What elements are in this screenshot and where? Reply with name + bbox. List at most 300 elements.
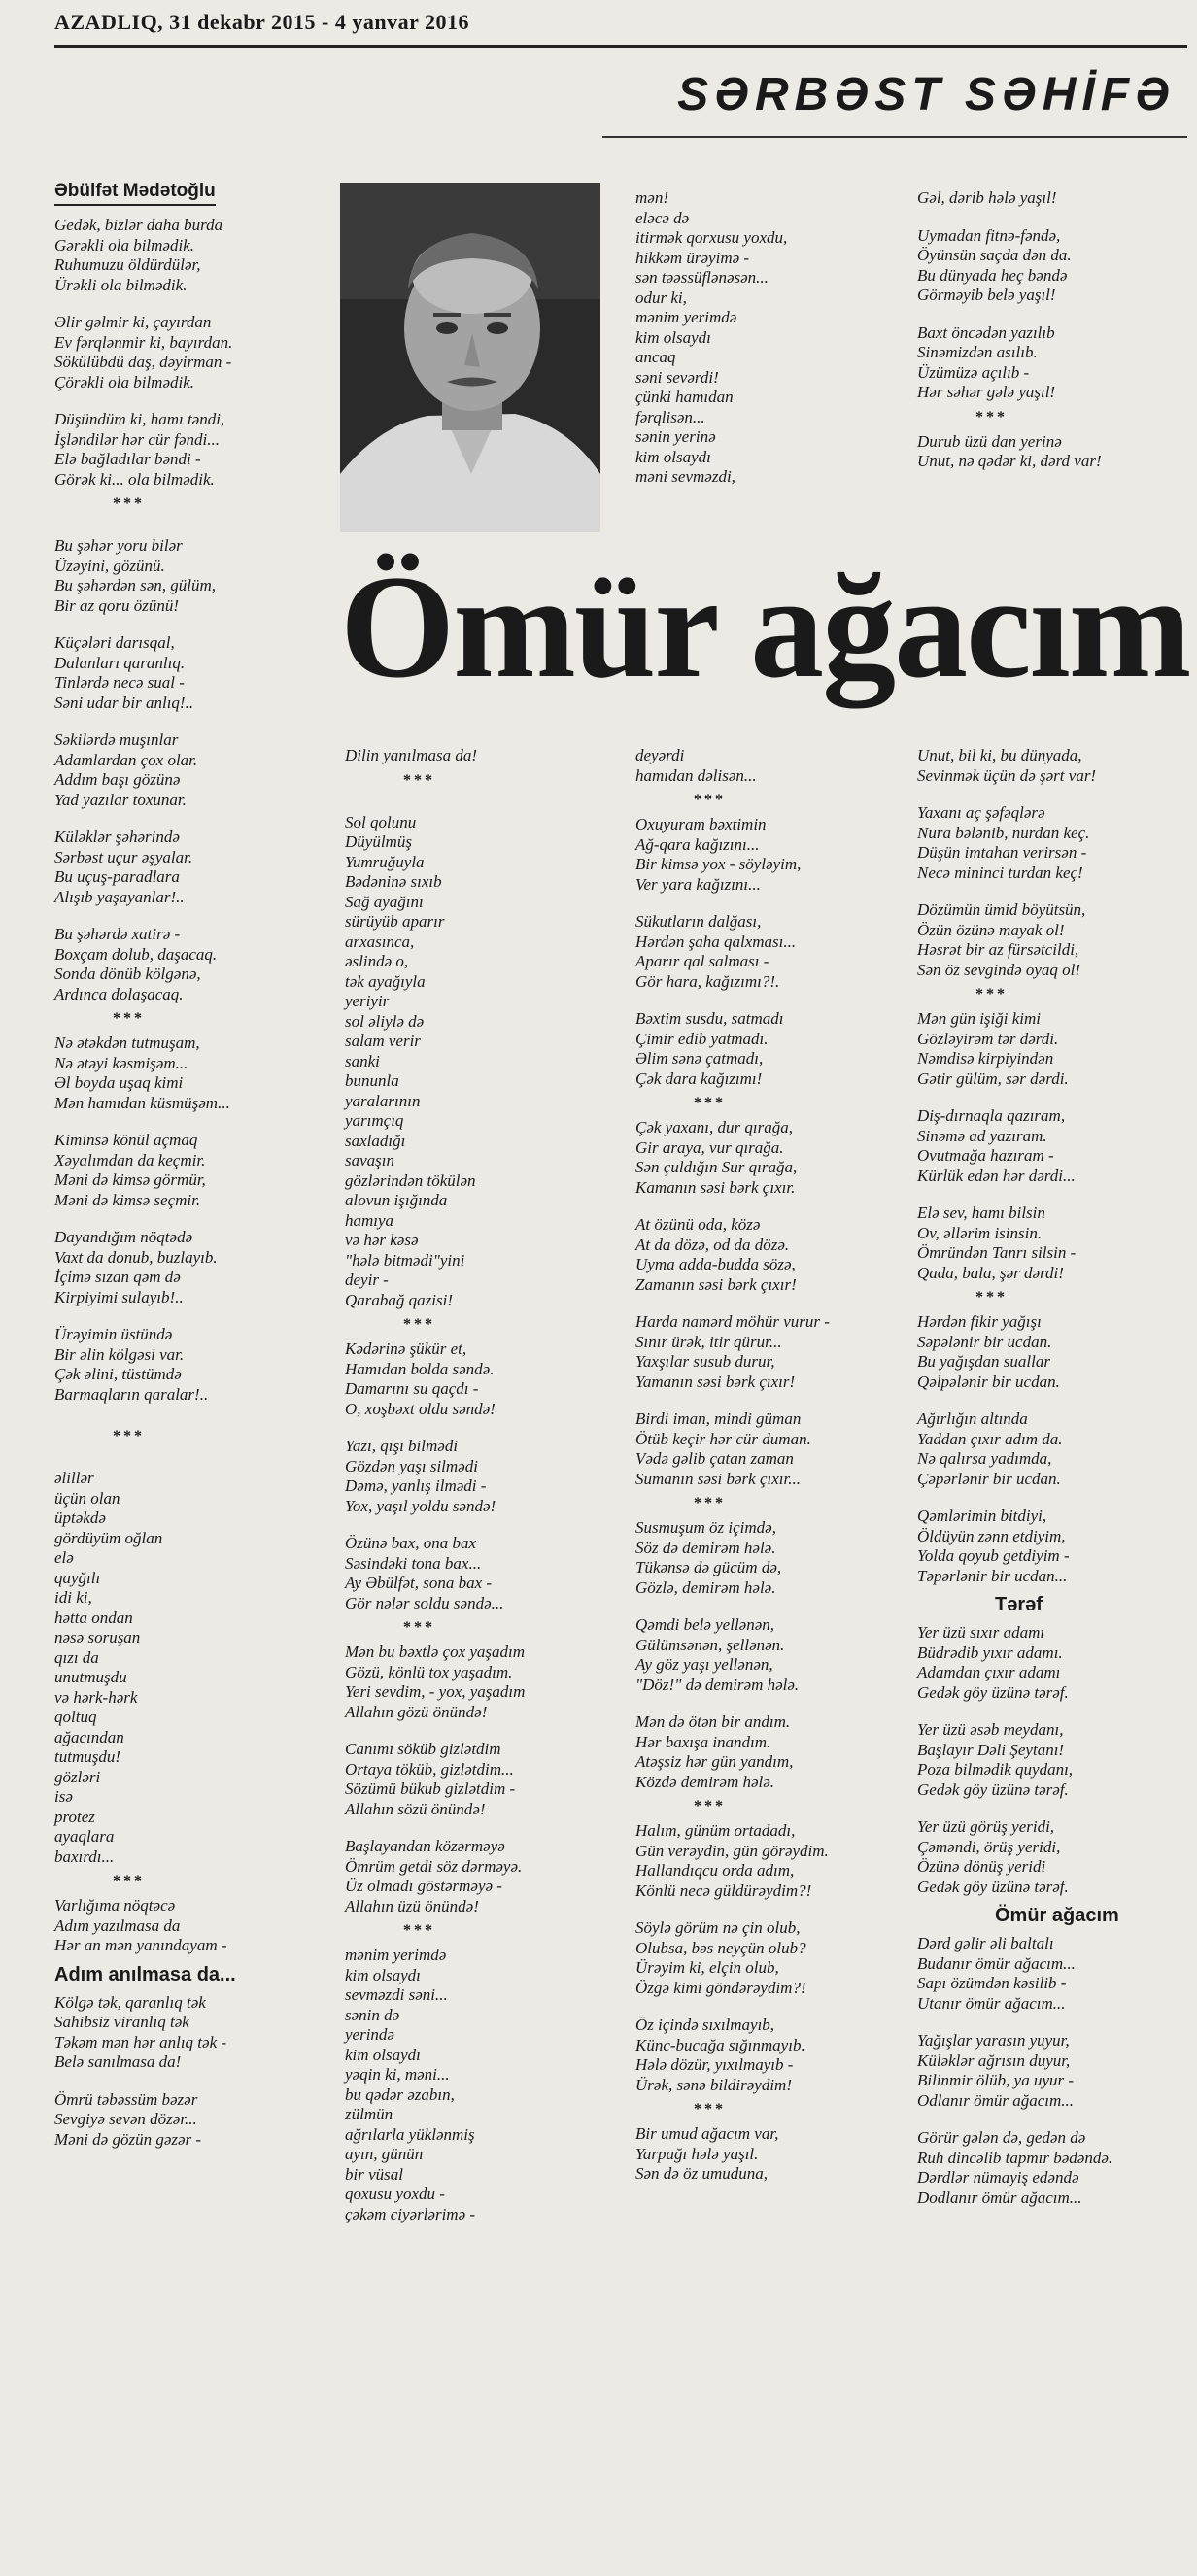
poem-line: baxırdı... [54, 1847, 115, 1866]
poem-line: Odlanır ömür ağacım... [917, 2090, 1075, 2110]
poem-line: Bu yağışdan suallar [917, 1352, 1050, 1371]
stanza-separator: *** [694, 1095, 726, 1111]
poem-line: Ov, əllərim isinsin. [917, 1223, 1043, 1242]
poem-line: Oxuyuram bəxtimin [635, 815, 767, 833]
stanza-separator: *** [694, 1495, 726, 1511]
poem-line: Sumanın səsi bərk çıxır... [635, 1469, 801, 1488]
poem-line: Atəşsiz hər gün yandım, [635, 1752, 794, 1771]
poem-line: Ruh dincəlib tapmır bədəndə. [917, 2148, 1113, 2167]
stanza-gap [635, 895, 898, 912]
poem-heading: Tərəf [995, 1594, 1043, 1615]
poem-line: O, xoşbəxt oldu səndə! [345, 1399, 496, 1418]
poem-line: Gözdən yaşı silmədi [345, 1456, 478, 1475]
stanza-gap [635, 1695, 898, 1712]
poem-line: Gedək göy üzünə tərəf. [917, 1877, 1069, 1896]
poem-line: Budanır ömür ağacım... [917, 1953, 1076, 1973]
poem-line: Yolda qoyub getdiyim - [917, 1546, 1070, 1565]
poem-line: Durub üzü dan yerinə [917, 431, 1062, 451]
poem-line: Gərəkli ola bilmədik. [54, 235, 194, 254]
stanza-gap [54, 392, 317, 410]
poem-line: mənim yerimdə [345, 1946, 447, 1964]
poem-line: Alışıb yaşayanlar!.. [54, 887, 185, 906]
poem-line: Ömründən Tanrı silsin - [917, 1243, 1077, 1262]
poem-line: Nə ətəyi kəsmişəm... [54, 1053, 188, 1072]
poem-line: Dözümün ümid böyütsün, [917, 900, 1086, 919]
poem-line: Nəmdisə kirpiyindən [917, 1049, 1054, 1068]
poem-line: Ortaya töküb, gizlətdim... [345, 1759, 514, 1779]
poem-line: Ev fərqlənmir ki, bayırdan. [54, 332, 233, 352]
poem-line: odur ki, [635, 288, 687, 307]
poem-line: Allahın gözü önündə! [345, 1702, 488, 1721]
stanza-gap [54, 810, 317, 828]
poem-line: Çimir edib yatmadı. [635, 1029, 769, 1048]
poem-line: Səpələnir bir ucdan. [917, 1332, 1052, 1351]
poem-line: Söz də demirəm hələ. [635, 1538, 776, 1557]
poem-line: qızı da [54, 1647, 99, 1667]
poem-line: ayaqlara [54, 1827, 115, 1846]
stanza-gap [917, 1800, 1189, 1817]
poem-line: Çəpərlənir bir ucdan. [917, 1469, 1061, 1488]
poem-line: Söylə görüm nə çin olub, [635, 1918, 801, 1937]
stanza-separator: *** [113, 1428, 145, 1444]
poem-line: Dalanları qaranlıq. [54, 653, 186, 672]
poem-line: yəqin ki, məni... [345, 2065, 450, 2084]
poem-line: Yamanın səsi bərk çıxır! [635, 1372, 796, 1391]
poem-line: Mən gün işiği kimi [917, 1009, 1042, 1028]
poem-line: Öldüyün zənn etdiyim, [917, 1526, 1066, 1545]
poem-line: yerində [345, 2025, 394, 2044]
poem-line: Dərd gəlir əli baltalı [917, 1934, 1054, 1952]
poem-line: Mən də ötən bir andım. [635, 1712, 791, 1731]
poem-line: Gir araya, vur qırağa. [635, 1137, 784, 1157]
poem-line: Öyünsün saçda dən da. [917, 246, 1072, 264]
poem-line: protez [54, 1807, 95, 1826]
poem-line: Ürək, sənə bildirəydim! [635, 2075, 792, 2094]
stanza-gap [635, 1901, 898, 1918]
poem-line: Sərbəst uçur əşyalar. [54, 847, 193, 866]
poem-line: itirmək qorxusu yoxdu, [635, 228, 788, 247]
poem-line: Yad yazılar toxunar. [54, 790, 187, 809]
poem-line: çəkəm ciyərlərimə - [345, 2204, 476, 2223]
poem-line: bir vüsal [345, 2164, 403, 2184]
poem-line: Üz olmadı göstərməyə - [345, 1877, 502, 1895]
poem-line: sol əliylə də [345, 1011, 425, 1031]
poem-line: Gəl, dərib hələ yaşıl! [917, 188, 1057, 207]
poem-line: deyərdi [635, 746, 685, 764]
poem-line: eləcə də [635, 208, 690, 227]
poem-line: Yumruğuyla [345, 852, 425, 871]
poem-line: Hələ dözür, yıxılmayıb - [635, 2055, 794, 2074]
poem-line: sanki [345, 1051, 380, 1070]
poem-line: Birdi iman, mindi güman [635, 1409, 802, 1428]
poem-line: Belə sanılmasa da! [54, 2052, 182, 2071]
poem-line: Ürəyimin üstündə [54, 1325, 173, 1343]
poem-line: Ay göz yaşı yellənən, [635, 1655, 773, 1674]
poem-line: Öz içində sıxılmayıb, [635, 2016, 775, 2034]
stanza-gap [917, 786, 1189, 803]
poem-line: Üzəyini, gözünü. [54, 556, 165, 575]
poem-line: Ömrüm getdi söz dərməyə. [345, 1856, 523, 1876]
poem-line: Əlim sənə çatmadı, [635, 1049, 764, 1068]
poem-line: Ruhumuzu öldürdülər, [54, 255, 201, 274]
poem-line: sən təəssüflənəsən... [635, 268, 769, 287]
stanza-gap [635, 1998, 898, 2016]
stanza-separator: *** [113, 1010, 145, 1027]
poem-line: Sinəmizdən asılıb. [917, 343, 1038, 361]
poem-line: Bilinmir ölüb, ya uyur - [917, 2071, 1075, 2089]
poem-line: hətta ondan [54, 1608, 133, 1627]
stanza-gap [635, 1392, 898, 1409]
poem-line: fərqlisən... [635, 407, 705, 426]
poem-line: Kirpiyimi sulayıb!.. [54, 1287, 184, 1306]
poem-line: Yağışlar yarasın yuyur, [917, 2031, 1070, 2050]
poem-line: Adım yazılmasa da [54, 1915, 181, 1935]
poem-line: qoltuq [54, 1708, 97, 1726]
poem-line: alovun işığında [345, 1191, 448, 1209]
author-name: Əbülfət Mədətoğlu [54, 181, 216, 206]
poem-line: Bu uçuş-paradlara [54, 867, 180, 886]
poem-line: Kiminsə könül açmaq [54, 1131, 198, 1149]
poem-line: sənin yerinə [635, 427, 716, 446]
poem-line: Unut, bil ki, bu dünyada, [917, 746, 1082, 764]
poem-line: Baxt öncədən yazılıb [917, 322, 1055, 342]
poem-line: Hamıdan bolda səndə. [345, 1359, 495, 1378]
poem-line: üçün olan [54, 1488, 120, 1508]
stanza-separator: *** [113, 1873, 145, 1889]
poem-line: Məni də kimsə görmür, [54, 1170, 206, 1189]
poem-line: məni sevməzdi, [635, 467, 735, 486]
poem-line: Bu şəhər yoru bilər [54, 536, 183, 555]
stanza-gap [54, 295, 317, 313]
stanza-gap [54, 1451, 317, 1469]
poem-line: sürüyüb aparır [345, 912, 445, 931]
poem-line: Hər baxışa inandım. [635, 1732, 771, 1751]
stanza-gap [345, 1419, 607, 1437]
poem-line: Başlayır Dəli Şeytanı! [917, 1740, 1065, 1759]
poem-line: Xəyalımdan da keçmir. [54, 1150, 206, 1169]
poem-line: Çörəkli ola bilmədik. [54, 372, 195, 391]
poem-line: Gedək göy üzünə tərəf. [917, 1779, 1069, 1799]
poem-line: Əlir gəlmir ki, çayırdan [54, 313, 212, 331]
poem-line: salam verir [345, 1032, 421, 1050]
poem-line: Qada, bala, şər dərdi! [917, 1263, 1064, 1282]
poem-line: Harda namərd möhür vurur - [635, 1312, 830, 1331]
poem-line: Yaxanı aç şəfəqlərə [917, 803, 1045, 822]
stanza-separator: *** [694, 792, 726, 808]
poem-line: Nura bələnib, nurdan keç. [917, 823, 1090, 842]
poem-line: Könlü necə güldürəydim?! [635, 1881, 812, 1900]
stanza-gap [917, 2111, 1189, 2128]
poem-line: gözlərindən tökülən [345, 1170, 476, 1190]
poem-line: Allahın üzü önündə! [345, 1896, 479, 1915]
poem-line: Tinlərdə necə sual - [54, 673, 185, 692]
poem-line: Ötüb keçir hər cür duman. [635, 1429, 811, 1448]
poem-line: Görməyib belə yaşıl! [917, 286, 1056, 304]
poem-line: Yaxşılar susub durur, [635, 1352, 775, 1371]
poem-line: deyir - [345, 1271, 389, 1289]
poem-line: Ay Əbülfət, sona bax - [345, 1574, 493, 1592]
poem-line: hamıya [345, 1210, 394, 1230]
poem-line: Qəlpələnir bir ucdan. [917, 1372, 1060, 1391]
poem-line: Gözləyirəm tər dərdi. [917, 1029, 1059, 1048]
poem-line: gördüyüm oğlan [54, 1528, 163, 1547]
stanza-separator: *** [975, 1289, 1008, 1305]
poem-line: sənin də [345, 2005, 400, 2024]
poem-line: Mən hamıdan küsmüşəm... [54, 1093, 230, 1112]
poem-line: Tükənsə də gücüm də, [635, 1558, 782, 1576]
stanza-separator: *** [403, 1922, 435, 1939]
poem-line: Gözü, könlü tox yaşadım. [345, 1662, 513, 1681]
poem-line: Özgə kimi göndərəydim?! [635, 1978, 806, 1997]
poem-line: Ovutmağa hazıram - [917, 1146, 1054, 1165]
poem-line: Bədəninə sıxıb [345, 872, 442, 891]
section-title: SƏRBƏST SƏHİFƏ [677, 69, 1176, 120]
poem-line: İşləndilər hər cür fəndi... [54, 429, 220, 449]
poem-line: tək ayağıyla [345, 971, 426, 991]
poem-line: yeriyir [345, 992, 390, 1010]
poem-line: Gülümsənən, şellənən. [635, 1635, 785, 1654]
poem-line: Addım başı gözünə [54, 770, 181, 789]
poem-line: Özünə dönüş yeridi [917, 1857, 1046, 1876]
stanza-gap [345, 1516, 607, 1534]
poem-line: Sən də öz umuduna, [635, 2164, 768, 2183]
poem-line: Halım, günüm ortadadı, [635, 1821, 796, 1840]
poem-line: Bu dünyada heç bəndə [917, 265, 1068, 285]
poem-line: ancaq [635, 348, 676, 366]
poem-line: Düşün imtahan verirsən - [917, 843, 1087, 862]
poem-line: Zamanın səsi bərk çıxır! [635, 1274, 797, 1294]
poem-line: Sən öz sevgində oyaq ol! [917, 960, 1081, 979]
poem-line: Künc-bucağa sığınmayıb. [635, 2035, 805, 2054]
poem-line: Ver yara kağızını... [635, 874, 761, 894]
poem-line: Dilin yanılmasa da! [345, 746, 477, 764]
poem-line: Çək yaxanı, dur qırağa, [635, 1118, 793, 1136]
stanza-separator: *** [694, 2101, 726, 2118]
stanza-gap [917, 2014, 1189, 2031]
stanza-gap [54, 1210, 317, 1228]
stanza-gap [54, 1113, 317, 1131]
poem-line: Kədərinə şükür et, [345, 1339, 467, 1358]
poem-line: ayın, günün [345, 2145, 424, 2163]
poem-line: Unut, nə qədər ki, dərd var! [917, 452, 1102, 470]
poem-line: Vədə gəlib çatan zaman [635, 1449, 794, 1468]
poem-line: Ağ-qara kağızını... [635, 834, 760, 854]
poem-line: Bir kimsə yox - söyləyim, [635, 855, 802, 873]
stanza-gap [635, 1295, 898, 1312]
poem-line: kim olsaydı [635, 447, 711, 466]
poem-line: və hər kəsə [345, 1231, 419, 1249]
poem-line: hikkəm ürəyimə - [635, 248, 750, 267]
poem-line: idi ki, [54, 1588, 92, 1607]
poem-line: Ürəyim ki, elçin olub, [635, 1958, 779, 1977]
poem-line: Sağ ayağını [345, 892, 424, 911]
poem-line: Ürəkli ola bilmədik. [54, 275, 188, 294]
poem-line: Çəməndi, örüş yeridi, [917, 1837, 1061, 1856]
poem-line: Yarpağı hələ yaşıl. [635, 2144, 759, 2163]
poem-column-3-top [635, 188, 898, 488]
poem-line: Damarını su qaçdı - [345, 1379, 479, 1398]
poem-line: Diş-dırnaqla qazıram, [917, 1106, 1066, 1125]
poem-line: Görək ki... ola bilmədik. [54, 469, 215, 489]
poem-line: Sonda dönüb kölgənə, [54, 965, 201, 983]
poem-line: Nə ətəkdən tutmuşam, [54, 1034, 200, 1052]
poem-line: əlillər [54, 1469, 94, 1487]
poem-line: Dərdlər nümayiş edəndə [917, 2168, 1079, 2186]
poem-line: bununla [345, 1071, 399, 1090]
poem-line: Sapı özümdən kəsilib - [917, 1974, 1067, 1992]
poem-line: Utanır ömür ağacım... [917, 1993, 1066, 2013]
poem-line: Gedək, bizlər daha burda [54, 216, 223, 234]
poem-line: Əl boyda uşaq kimi [54, 1073, 184, 1092]
poem-line: Həsrət bir az fürsətcildi, [917, 940, 1079, 959]
poem-line: Sevgiyə sevən dözər... [54, 2110, 197, 2128]
poem-line: gözləri [54, 1767, 101, 1786]
poem-line: Məni də kimsə seçmir. [54, 1190, 201, 1209]
article-title: Ömür ağacım [340, 545, 1190, 708]
poem-line: Küçələri darısqal, [54, 633, 175, 652]
poem-line: Gün verəydin, gün görəydim. [635, 1841, 829, 1860]
poem-line: mən! [635, 188, 668, 207]
poem-column-4 [917, 746, 1189, 2208]
poem-line: Bu şəhərdən sən, gülüm, [54, 576, 217, 594]
poem-line: Dəmə, yanlış ilmədi - [345, 1476, 487, 1495]
stanza-gap [917, 306, 1189, 323]
stanza-gap [917, 1489, 1189, 1507]
poem-line: Poza bilmədik quydanı, [917, 1760, 1074, 1779]
poem-line: Dodlanır ömür ağacım... [917, 2187, 1082, 2207]
poem-line: Sinəmə ad yazıram. [917, 1126, 1047, 1145]
stanza-gap [917, 209, 1189, 226]
poem-line: Bir az qoru özünü! [54, 595, 179, 615]
poem-line: kim olsaydı [635, 327, 711, 347]
stanza-gap [54, 519, 317, 536]
poem-line: Üzümüzə açılıb - [917, 362, 1030, 382]
poem-line: Sökülübdü daş, dəyirman - [54, 353, 232, 371]
poem-line: qoxusu yoxdu - [345, 2185, 445, 2203]
masthead-date: AZADLIQ, 31 dekabr 2015 - 4 yanvar 2016 [54, 10, 469, 34]
poem-line: Bu şəhərdə xatirə - [54, 925, 181, 943]
poem-line: Bir əlin kölgəsi var. [54, 1344, 185, 1364]
poem-line: elə [54, 1548, 74, 1567]
poem-heading: Ömür ağacım [995, 1905, 1119, 1926]
poem-line: Səkilərdə muşınlar [54, 730, 179, 749]
poem-line: Adamlardan çox olar. [54, 750, 198, 769]
poem-line: Yaddan çıxır adım da. [917, 1429, 1063, 1448]
poem-line: Susmuşum öz içimdə, [635, 1518, 776, 1537]
poem-line: kim olsaydı [345, 2045, 421, 2064]
poem-line: Canımı söküb gizlətdim [345, 1740, 501, 1758]
stanza-gap [917, 1089, 1189, 1106]
stanza-gap [917, 1703, 1189, 1720]
poem-line: Sözümü bükub gizlətdim - [345, 1779, 516, 1798]
poem-line: Boxçam dolub, daşacaq. [54, 944, 218, 964]
poem-line: Ağırlığın altında [917, 1409, 1028, 1428]
poem-line: üptəkdə [54, 1508, 106, 1527]
stanza-separator: *** [694, 1798, 726, 1814]
poem-line: Yer üzü sıxır adamı [917, 1623, 1045, 1642]
poem-line: Məni də gözün gəzər - [54, 2129, 202, 2149]
poem-line: mənim yerimdə [635, 308, 737, 326]
poem-line: Allahın sözü önündə! [345, 1799, 486, 1818]
poem-line: Qəmdi belə yellənən, [635, 1615, 775, 1634]
poem-line: Yer üzü görüş yeridi, [917, 1817, 1055, 1836]
poem-line: Sevinmək üçün də şərt var! [917, 765, 1097, 785]
poem-line: Barmaqların qaralar!.. [54, 1384, 209, 1404]
poem-line: Gözlə, demirəm hələ. [635, 1577, 776, 1597]
stanza-separator: *** [975, 408, 1008, 425]
poem-line: Görür gələn də, gedən də [917, 2128, 1086, 2147]
poem-line: Ömrü təbəssüm bəzər [54, 2089, 198, 2109]
poem-line: yaralarının [345, 1091, 421, 1110]
poem-line: Közdə demirəm hələ. [635, 1772, 775, 1791]
poem-line: Bir umud ağacım var, [635, 2124, 779, 2143]
stanza-gap [54, 907, 317, 925]
poem-line: arxasınca, [345, 932, 415, 951]
stanza-separator: *** [403, 1619, 435, 1636]
poem-line: Uymadan fitnə-fəndə, [917, 225, 1061, 245]
poem-line: Aparır qal salması - [635, 952, 770, 970]
poem-line: Başlayandan közərməyə [345, 1837, 505, 1855]
poem-line: Təpərlənir bir ucdan... [917, 1566, 1068, 1585]
poem-line: Elə bağladılar bəndi - [54, 450, 201, 468]
poem-line: hamıdan dəlisən... [635, 765, 757, 785]
poem-line: Sol qolunu [345, 812, 417, 831]
poem-line: Varlığıma nöqtəcə [54, 1896, 176, 1915]
poem-line: sevməzdi səni... [345, 1985, 448, 2004]
stanza-gap [917, 1392, 1189, 1409]
poem-column-3 [635, 746, 898, 2185]
poem-line: Qarabağ qazisi! [345, 1290, 453, 1309]
poem-line: Olubsa, bəs neyçün olub? [635, 1938, 806, 1957]
stanza-gap [54, 2073, 317, 2090]
poem-line: Kamanın səsi bərk çıxır. [635, 1177, 796, 1197]
poem-line: Hər səhər gələ yaşıl! [917, 383, 1056, 401]
poem-line: Gətir gülüm, sər dərdi. [917, 1068, 1069, 1088]
poem-line: Küləklər ağrısın duyur, [917, 2051, 1071, 2070]
stanza-gap [54, 1405, 317, 1422]
poem-line: Vaxt da donub, buzlayıb. [54, 1247, 218, 1267]
stanza-separator: *** [113, 495, 145, 512]
stanza-separator: *** [403, 771, 435, 789]
poem-line: Sükutların dalğası, [635, 912, 762, 931]
poem-line: ağacından [54, 1727, 124, 1746]
poem-line: və hərk-hərk [54, 1687, 138, 1707]
poem-heading: Adım anılmasa da... [54, 1963, 236, 1985]
poem-line: Gedək göy üzünə tərəf. [917, 1682, 1069, 1702]
stanza-gap [635, 1598, 898, 1615]
masthead-rule [54, 45, 1187, 48]
poem-line: Qəmlərimin bitdiyi, [917, 1507, 1047, 1525]
poem-line: Kölgə tək, qaranlıq tək [54, 1992, 206, 2012]
poem-line: Ardınca dolaşacaq. [54, 984, 184, 1003]
poem-line: yarımçıq [345, 1111, 404, 1130]
poem-line: Sən çuldığın Sur qırağa, [635, 1158, 798, 1176]
stanza-gap [917, 1186, 1189, 1203]
poem-column-4-top [917, 188, 1189, 472]
stanza-gap [635, 992, 898, 1009]
poem-line: Özünə bax, ona bax [345, 1534, 477, 1552]
poem-line: isə [54, 1787, 73, 1806]
poem-line: qayğılı [54, 1568, 101, 1587]
poem-line: nəsə soruşan [54, 1628, 141, 1646]
portrait-image [340, 183, 600, 532]
poem-line: əslində o, [345, 952, 409, 970]
poem-line: Düşündüm ki, hamı təndi, [54, 410, 225, 428]
poem-line: At özünü oda, közə [635, 1215, 761, 1234]
poem-line: saxladığı [345, 1131, 406, 1150]
poem-line: "Döz!" də demirəm hələ. [635, 1675, 800, 1694]
poem-line: Küləklər şəhərində [54, 828, 180, 846]
